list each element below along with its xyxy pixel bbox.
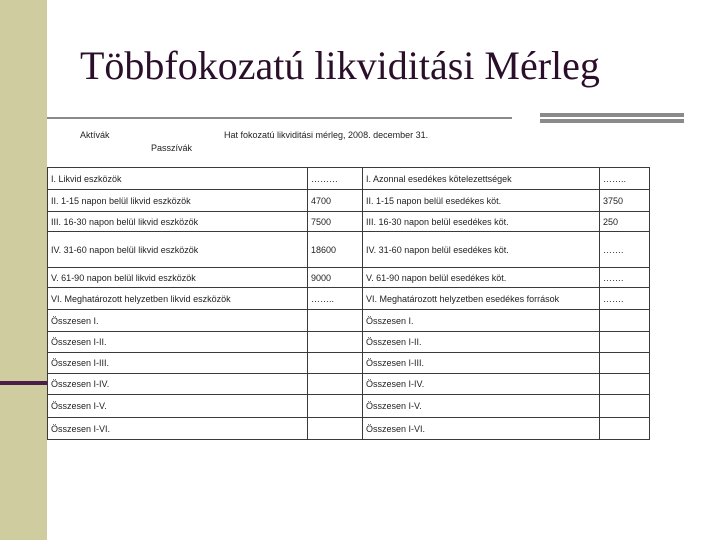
asset-cell: Összesen I-II. [48, 332, 308, 353]
liabilities-label: Passzívák [151, 143, 193, 153]
asset-cell: Összesen I. [48, 310, 308, 332]
asset-value-cell [308, 310, 363, 332]
asset-value-cell [308, 353, 363, 374]
asset-cell: I. Likvid eszközök [48, 168, 308, 190]
table-row [48, 353, 650, 374]
table-row [48, 268, 650, 288]
liability-cell: II. 1-15 napon belül esedékes köt. [363, 190, 600, 212]
title-rule-right [540, 113, 684, 123]
table-row [48, 168, 650, 190]
asset-cell: Összesen I-V. [48, 395, 308, 418]
liability-value-cell [600, 374, 650, 395]
liability-cell: VI. Meghatározott helyzetben esedékes források [363, 288, 600, 310]
liability-cell: IV. 31-60 napon belül esedékes köt. [363, 232, 600, 268]
asset-value-cell [308, 332, 363, 353]
liability-cell: Összesen I-V. [363, 395, 600, 418]
liability-cell: Összesen I-VI. [363, 418, 600, 440]
liability-value-cell [600, 332, 650, 353]
liability-value-cell [600, 418, 650, 440]
asset-cell: V. 61-90 napon belül likvid eszközök [48, 268, 308, 288]
liability-cell: Összesen I-IV. [363, 374, 600, 395]
left-accent-bar [0, 0, 47, 540]
asset-cell: Összesen I-VI. [48, 418, 308, 440]
liability-cell: I. Azonnal esedékes kötelezettségek [363, 168, 600, 190]
asset-value-cell [308, 395, 363, 418]
liability-value-cell: …….. [600, 168, 650, 190]
liability-value-cell: ……. [600, 288, 650, 310]
page-title: Többfokozatú likviditási Mérleg [80, 43, 600, 88]
asset-cell: Összesen I-IV. [48, 374, 308, 395]
asset-cell: III. 16-30 napon belül likvid eszközök [48, 212, 308, 232]
asset-cell: IV. 31-60 napon belül likvid eszközök [48, 232, 308, 268]
table-row [48, 288, 650, 310]
table-subtitle: Hat fokozatú likviditási mérleg, 2008. december 31. [224, 130, 429, 140]
liability-value-cell [600, 395, 650, 418]
liability-value-cell [600, 353, 650, 374]
liability-cell: V. 61-90 napon belül esedékes köt. [363, 268, 600, 288]
liability-value-cell: ……. [600, 232, 650, 268]
asset-value-cell: 7500 [308, 212, 363, 232]
table-row [48, 190, 650, 212]
liability-cell: III. 16-30 napon belül esedékes köt. [363, 212, 600, 232]
liability-value-cell: 250 [600, 212, 650, 232]
asset-cell: VI. Meghatározott helyzetben likvid eszközök [48, 288, 308, 310]
table-row [48, 332, 650, 353]
balance-table [47, 167, 650, 440]
liability-value-cell: 3750 [600, 190, 650, 212]
liability-cell: Összesen I-III. [363, 353, 600, 374]
asset-value-cell: 9000 [308, 268, 363, 288]
table-row [48, 418, 650, 440]
table-row [48, 212, 650, 232]
table-row [48, 374, 650, 395]
side-accent-mark [0, 381, 47, 385]
liability-cell: Összesen I. [363, 310, 600, 332]
asset-value-cell [308, 418, 363, 440]
asset-cell: Összesen I-III. [48, 353, 308, 374]
asset-cell: II. 1-15 napon belül likvid eszközök [48, 190, 308, 212]
table-row [48, 232, 650, 268]
table-row [48, 310, 650, 332]
liability-value-cell: ……. [600, 268, 650, 288]
title-rule-left [47, 117, 512, 119]
asset-value-cell: …….. [308, 288, 363, 310]
assets-label: Aktívák [80, 130, 110, 140]
asset-value-cell: 4700 [308, 190, 363, 212]
liability-cell: Összesen I-II. [363, 332, 600, 353]
liability-value-cell [600, 310, 650, 332]
table-row [48, 395, 650, 418]
asset-value-cell: 18600 [308, 232, 363, 268]
asset-value-cell: ……… [308, 168, 363, 190]
asset-value-cell [308, 374, 363, 395]
